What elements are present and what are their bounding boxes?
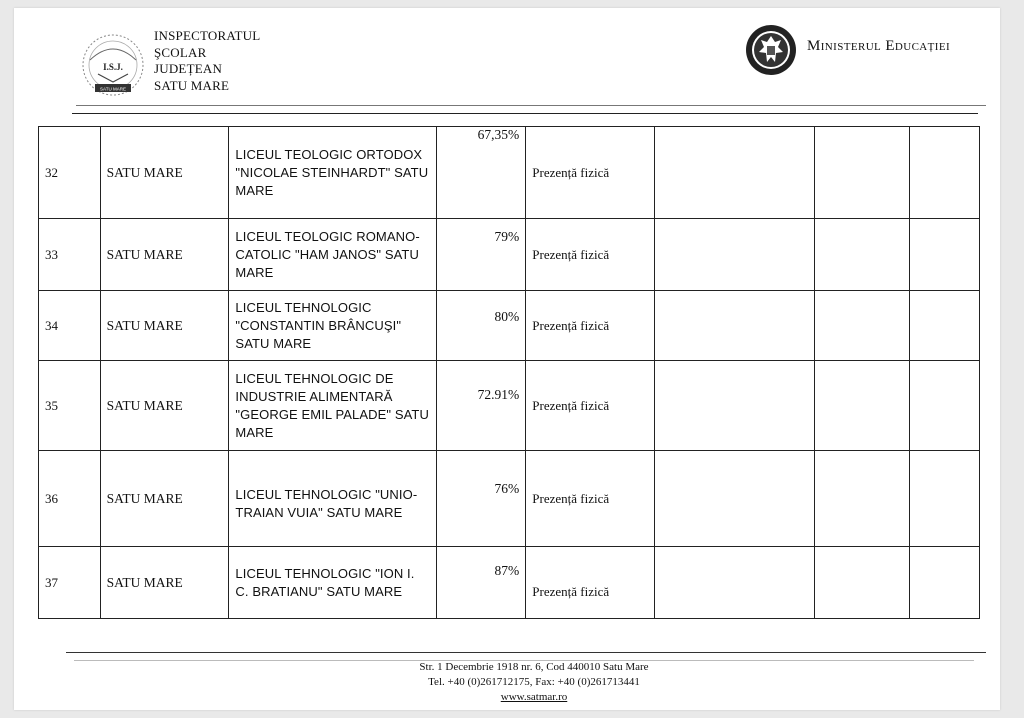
empty-cell <box>655 127 815 219</box>
empty-cell <box>910 361 980 451</box>
footer-address: Str. 1 Decembrie 1918 nr. 6, Cod 440010 Satu Mare <box>419 661 649 673</box>
row-number: 33 <box>39 219 101 291</box>
row-percent: 87% <box>436 547 526 619</box>
empty-cell <box>815 361 910 451</box>
footer-divider <box>66 652 986 653</box>
footer <box>374 660 694 705</box>
row-school: LICEUL TEHNOLOGIC "UNIO-TRAIAN VUIA" SATU MARE <box>229 451 436 547</box>
empty-cell <box>815 547 910 619</box>
isj-name <box>154 28 260 94</box>
empty-cell <box>655 219 815 291</box>
row-mode: Prezență fizică <box>526 291 655 361</box>
empty-cell <box>815 127 910 219</box>
isj-line: ŞCOLAR <box>154 44 207 60</box>
empty-cell <box>655 291 815 361</box>
table-row <box>39 127 980 219</box>
empty-cell <box>910 127 980 219</box>
footer-website-link[interactable]: www.satmar.ro <box>500 691 568 703</box>
row-mode: Prezență fizică <box>526 361 655 451</box>
empty-cell <box>815 291 910 361</box>
row-number: 34 <box>39 291 101 361</box>
empty-cell <box>655 361 815 451</box>
row-number: 36 <box>39 451 101 547</box>
row-percent: 72.91% <box>436 361 526 451</box>
table-row <box>39 219 980 291</box>
isj-line: INSPECTORATUL <box>154 28 261 43</box>
table-row <box>39 361 980 451</box>
footer-phone: Tel. +40 (0)261712175, Fax: +40 (0)261713441 <box>428 676 640 688</box>
table-row <box>39 291 980 361</box>
isj-line: JUDEȚEAN <box>154 61 223 76</box>
row-city: SATU MARE <box>100 219 229 291</box>
row-city: SATU MARE <box>100 291 229 361</box>
table-row <box>39 451 980 547</box>
row-school: LICEUL TEHNOLOGIC "ION I. C. BRATIANU" SATU MARE <box>229 547 436 619</box>
empty-cell <box>910 547 980 619</box>
row-city: SATU MARE <box>100 451 229 547</box>
ministry-title: Ministerul Educației <box>807 38 951 54</box>
row-school: LICEUL TEHNOLOGIC DE INDUSTRIE ALIMENTARĂ "GEORGE EMIL PALADE" SATU MARE <box>229 361 436 451</box>
row-percent: 79% <box>436 219 526 291</box>
row-mode: Prezență fizică <box>526 547 655 619</box>
empty-cell <box>910 451 980 547</box>
row-city: SATU MARE <box>100 361 229 451</box>
row-percent: 76% <box>436 451 526 547</box>
svg-text:SATU MARE: SATU MARE <box>100 86 126 92</box>
empty-cell <box>910 291 980 361</box>
row-school: LICEUL TEOLOGIC ROMANO-CATOLIC "HAM JANOS" SATU MARE <box>229 219 436 291</box>
table-row <box>39 547 980 619</box>
row-percent: 67,35% <box>436 127 526 219</box>
empty-cell <box>815 219 910 291</box>
header-divider <box>76 105 986 106</box>
empty-cell <box>655 547 815 619</box>
row-number: 32 <box>39 127 101 219</box>
row-city: SATU MARE <box>100 127 229 219</box>
row-mode: Prezență fizică <box>526 127 655 219</box>
empty-cell <box>910 219 980 291</box>
schools-table <box>38 126 980 619</box>
row-city: SATU MARE <box>100 547 229 619</box>
row-percent: 80% <box>436 291 526 361</box>
row-school: LICEUL TEOLOGIC ORTODOX "NICOLAE STEINHARDT" SATU MARE <box>229 127 436 219</box>
svg-text:I.S.J.: I.S.J. <box>103 62 123 72</box>
empty-cell <box>655 451 815 547</box>
row-mode: Prezență fizică <box>526 451 655 547</box>
empty-cell <box>815 451 910 547</box>
isj-logo-icon <box>78 30 148 100</box>
document-page <box>14 8 1000 710</box>
row-number: 37 <box>39 547 101 619</box>
header-divider-dark <box>72 113 978 114</box>
isj-line: SATU MARE <box>154 77 230 93</box>
row-number: 35 <box>39 361 101 451</box>
row-school: LICEUL TEHNOLOGIC "CONSTANTIN BRÂNCUŞI" SATU MARE <box>229 291 436 361</box>
row-mode: Prezență fizică <box>526 219 655 291</box>
romania-crest-icon <box>745 24 797 76</box>
